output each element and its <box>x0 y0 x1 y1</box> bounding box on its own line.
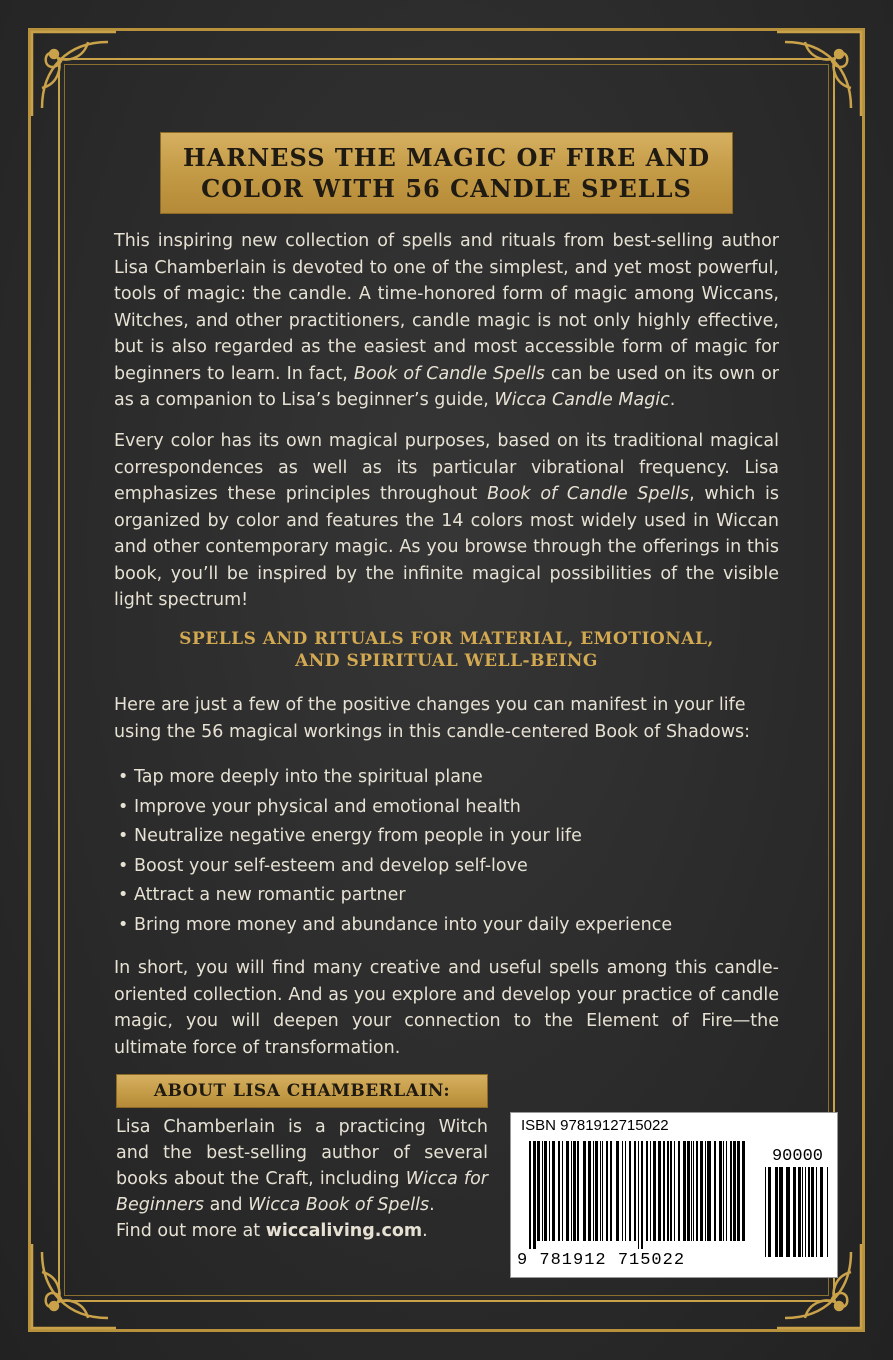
list-item: • Improve your physical and emotional health <box>114 793 779 823</box>
headline: HARNESS THE MAGIC OF FIRE AND COLOR WITH 56 CANDLE SPELLS <box>182 143 711 203</box>
isbn-digits: 9 781912 715022 <box>517 1251 686 1270</box>
corner-ornament-icon <box>28 28 120 120</box>
list-item: • Boost your self-esteem and develop self-love <box>114 852 779 882</box>
headline-banner <box>160 132 733 214</box>
barcode-bars-icon <box>529 1141 751 1249</box>
list-item: • Tap more deeply into the spiritual plane <box>114 763 779 793</box>
about-heading: ABOUT LISA CHAMBERLAIN: <box>153 1081 451 1101</box>
closing-paragraph: In short, you will find many creative and useful spells among this candle-oriented collection. And as you explore and develop your practice of candle magic, you will deepen your connection to the Element of Fire—the ultimate force of transformation. <box>114 958 779 1058</box>
barcode-addon-bars-icon <box>765 1167 829 1265</box>
list-item: • Bring more money and abundance into your daily experience <box>114 911 779 941</box>
color-paragraph: Every color has its own magical purposes, based on its traditional magical correspondences as well as its particular vibrational frequency. Lisa emphasizes these principles throughout Book of Candle Spells, which is organized by color and features the 14 colors most widely used in Wiccan and other contemporary magic. As you browse through the offerings in this book, you’ll be inspired by the infinite magical possibilities of the visible light spectrum! <box>114 431 779 610</box>
isbn-label: ISBN 9781912715022 <box>521 1117 669 1134</box>
book-title: Book of Candle Spells <box>353 363 545 384</box>
about-banner <box>116 1074 488 1108</box>
isbn-barcode <box>510 1112 838 1278</box>
book-title: Wicca for Beginners <box>116 1169 488 1215</box>
website-link[interactable]: wiccaliving.com <box>265 1221 423 1241</box>
price-code: 90000 <box>771 1147 823 1166</box>
book-title: Book of Candle Spells <box>487 484 690 504</box>
list-item: • Attract a new romantic partner <box>114 881 779 911</box>
benefits-list <box>114 763 779 940</box>
book-title: Wicca Book of Spells <box>248 1195 430 1215</box>
list-item: • Neutralize negative energy from people in your life <box>114 822 779 852</box>
corner-ornament-icon <box>28 1240 120 1332</box>
intro-paragraph: This inspiring new collection of spells and rituals from best-selling author Lisa Chamberlain is devoted to one of the simplest, and yet most powerful, tools of magic: the candle. A time-honored form of magic among Wiccans, Witches, and other practitioners, candle magic is not only highly effective, but is also regarded as the easiest and most accessible form of magic for beginners to learn. In fact, Book of Candle Spells can be used on its own or as a companion to Lisa’s beginner’s guide, Wicca Candle Magic. <box>114 231 779 410</box>
book-title: Wicca Candle Magic <box>494 390 670 410</box>
benefits-intro: Here are just a few of the positive changes you can manifest in your life using the 56 magical workings in this candle-centered Book of Shadows: <box>114 695 751 742</box>
about-author: Lisa Chamberlain is a practicing Witch and the best-selling author of several books about the Craft, including Wicca for Beginners and Wicca Book of Spells. Find out more at wiccaliving.com. <box>116 1117 488 1241</box>
corner-ornament-icon <box>773 28 865 120</box>
subheading: SPELLS AND RITUALS FOR MATERIAL, EMOTIONAL, AND SPIRITUAL WELL-BEING <box>179 629 714 671</box>
